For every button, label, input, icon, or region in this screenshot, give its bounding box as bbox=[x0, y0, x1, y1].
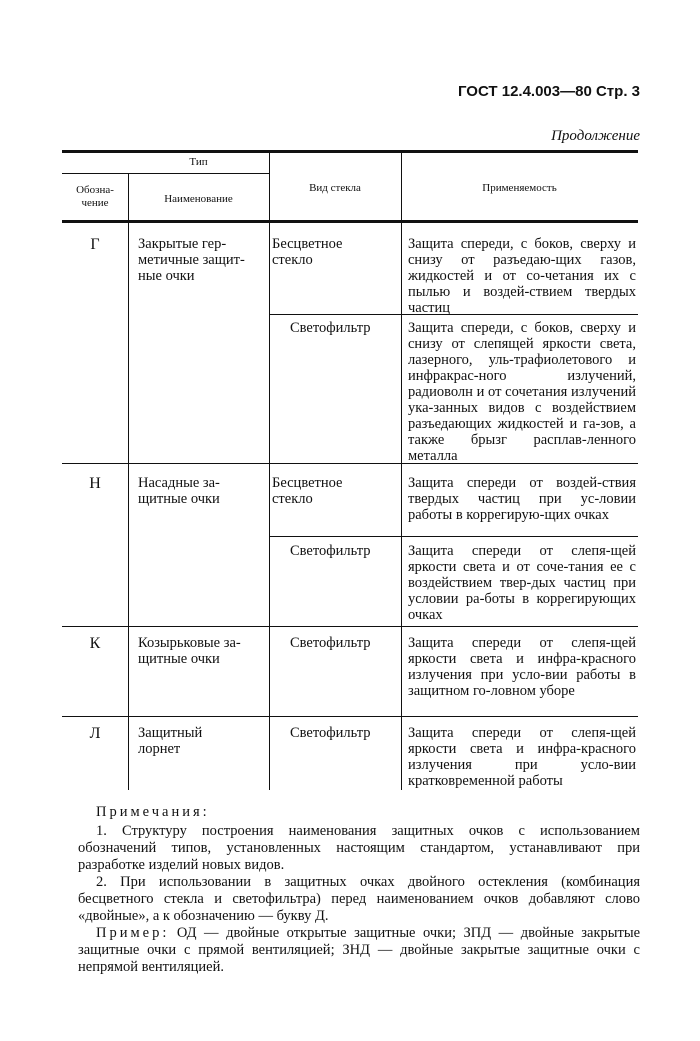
application-text: Защита спереди, с боков, сверху и снизу от разъедаю-щих газов, жидкостей и от со-четания их с пылью и воздей-ствием твердых частиц bbox=[408, 236, 636, 316]
col-divider bbox=[128, 173, 129, 790]
group-divider bbox=[62, 716, 638, 717]
application-text: Защита спереди от воздей-ствия твердых частиц при ус-ловии работы в коррегирую-щих очках bbox=[408, 475, 636, 523]
type-name: Закрытые гер- метичные защит- ные очки bbox=[138, 236, 245, 284]
example-paragraph bbox=[78, 925, 640, 976]
row-divider bbox=[269, 536, 638, 537]
glass-type: Светофильтр bbox=[290, 635, 371, 651]
type-code: Л bbox=[89, 725, 101, 742]
type-code: Н bbox=[89, 475, 101, 492]
note-item: 2. При использовании в защитных очках двойного остекления (комбинация бесцветного стекла и светофильтра) перед наименованием очков добавляют слово «двойные», а к обозначению — букву Д. bbox=[78, 874, 640, 924]
continuation-label: Продолжение bbox=[551, 128, 640, 144]
application-text: Защита спереди от слепя-щей яркости света и от соче-тания ее с воздействием твер-дых частиц при условии ра-боты в коррегирующих очках bbox=[408, 543, 636, 623]
standards-table bbox=[62, 150, 638, 790]
group-divider bbox=[62, 626, 638, 627]
glass-type: Бесцветное стекло bbox=[272, 236, 343, 268]
type-header-rule bbox=[62, 173, 270, 174]
header-bottom-rule bbox=[62, 220, 638, 223]
type-name: Защитный лорнет bbox=[138, 725, 203, 757]
application-text: Защита спереди от слепя-щей яркости света и инфра-красного излучения при усло-вии кратковременной работы bbox=[408, 725, 636, 789]
header-application: Применяемость bbox=[482, 182, 557, 194]
type-name: Насадные за- щитные очки bbox=[138, 475, 220, 507]
header-designation: Обозна- чение bbox=[76, 184, 114, 209]
table-top-rule bbox=[62, 150, 638, 153]
header-name: Наименование bbox=[164, 193, 233, 205]
example-label: Пример: bbox=[96, 925, 170, 941]
header-type: Тип bbox=[189, 156, 208, 168]
type-code: К bbox=[89, 635, 101, 652]
glass-type: Светофильтр bbox=[290, 725, 371, 741]
glass-type: Светофильтр bbox=[290, 543, 371, 559]
col-divider bbox=[269, 150, 270, 790]
glass-type: Светофильтр bbox=[290, 320, 371, 336]
application-text: Защита спереди, с боков, сверху и снизу от слепящей яркости света, лазерного, уль-трафиолетового и инфракрас-ного излучений, радиоволн и от сочетания излучений ука-занных видов с воздействием разъедающих жидкостей и га-зов, а также брызг расплав-ленного металла bbox=[408, 320, 636, 464]
glass-type: Бесцветное стекло bbox=[272, 475, 343, 507]
page-header: ГОСТ 12.4.003—80 Стр. 3 bbox=[457, 83, 640, 100]
note-item: 1. Структуру построения наименования защитных очков с использованием обозначений типов, установленных настоящим стандартом, устанавливают при разработке изделий новых видов. bbox=[78, 823, 640, 873]
notes-title: Примечания: bbox=[96, 804, 210, 820]
type-code: Г bbox=[90, 236, 100, 253]
type-name: Козырьковые за- щитные очки bbox=[138, 635, 241, 667]
notes-section bbox=[78, 804, 640, 976]
col-divider bbox=[401, 150, 402, 790]
header-glass: Вид стекла bbox=[309, 182, 361, 194]
example-text: ОД — двойные открытые защитные очки; ЗПД — двойные закрытые защитные очки с прямой вентиляцией; ЗНД — двойные закрытые защитные очки с непрямой вентиляцией. bbox=[78, 925, 640, 975]
application-text: Защита спереди от слепя-щей яркости света и инфра-красного излучения при усло-вии работы в защитном го-ловном уборе bbox=[408, 635, 636, 699]
